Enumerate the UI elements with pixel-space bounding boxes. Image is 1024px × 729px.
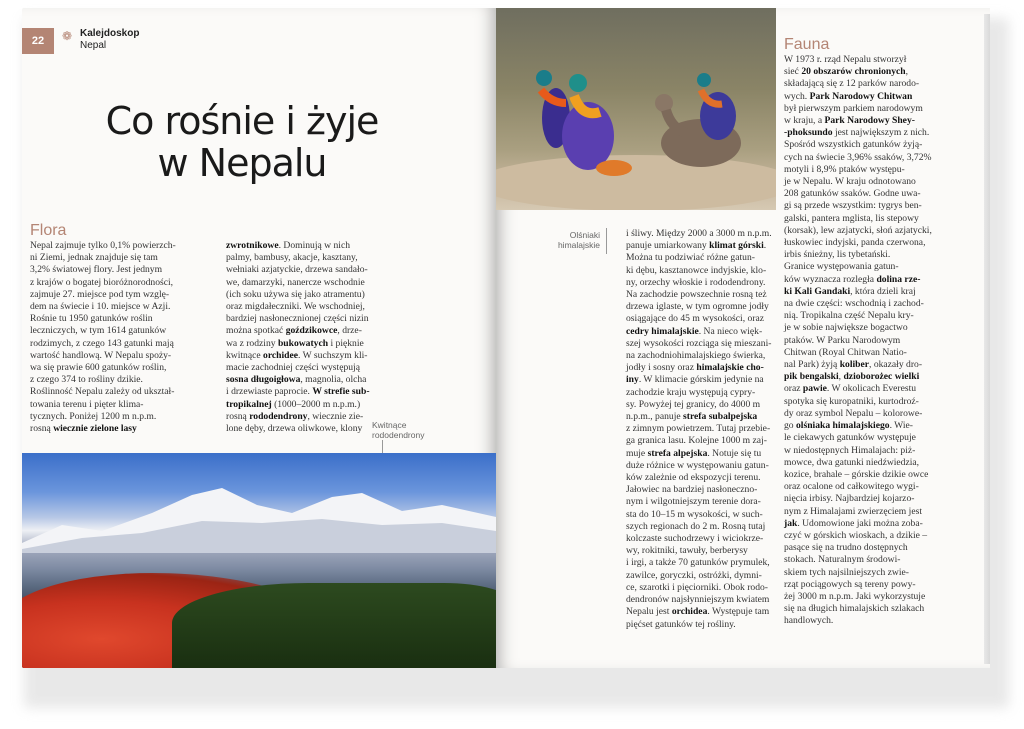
text-line: kwitnące orchidee. W suchszym kli- [226,349,368,361]
text-line: macie zachodniej części występują [226,362,360,374]
text-line: W 1973 r. rząd Nepalu stworzył [784,54,907,65]
text-line: (korsak), lew azjatycki, słoń azjatycki, [784,224,932,236]
text-line: w kraju, a Park Narodowy Shey- [784,115,915,127]
page-edge [984,14,990,664]
text-line: jak. Udomowione jaki można zoba- [784,517,923,529]
text-line: 3,2% światowej flory. Jest jednym [30,264,163,276]
text-line: i śliwy. Między 2000 a 3000 m n.p.m. [626,228,772,239]
text-line: wych. Park Narodowy Chitwan [784,90,913,102]
running-header [80,28,139,52]
text-line: pięćset gatunków tej rośliny. [626,618,736,630]
text-line: Na zachodzie powszechnie rosną też [626,289,767,301]
text-line: go olśniaka himalajskiego. Wie- [784,420,913,432]
text-line: towania terenu i pięter klima- [30,398,144,410]
flora-column-1 [30,240,220,435]
text-line: zajmuje 27. miejsce pod tym wzglę- [30,288,170,300]
text-line: ga granica lasu. Kolejne 1000 m zaj- [626,435,767,447]
text-line: ny, orzechy włoskie i rododendrony. [626,276,766,288]
text-line: gi są przede wszystkim: tygrys ben- [784,200,922,212]
text-line: z krajów o bogatej bioróżnorodności, [30,276,174,288]
text-line: wełniaki azjatyckie, drzewa sandało- [226,264,368,276]
text-line: oraz migdałeczniki. We wschodniej, [226,301,365,313]
text-line: oraz pawie. W okolicach Everestu [784,383,917,395]
text-line: był pierwszym parkiem narodowym [784,102,923,114]
text-line: zwrotnikowe. Dominują w nich [226,240,351,251]
page-title: Co rośnie i żyje w Nepalu [105,99,379,185]
text-line: galski, pantera mglista, lis stepowy [784,212,919,224]
flower-icon: ❁ [62,29,73,43]
text-line: irbis śnieżny, lis tybetański. [784,249,891,261]
text-line: wa z rodziny bukowatych i pięknie [226,337,364,349]
flora-column-2 [226,240,391,435]
text-line: leczniczych, w tym 1614 gatunków [30,325,167,337]
text-line: bardziej nasłonecznionej części nizin [226,313,369,325]
text-line: żej 3000 m n.p.m. Jaki wykorzystuje [784,590,926,602]
photo-rhododendron-mountains [22,453,496,668]
text-line: ki Kali Gandaki, która dzieli kraj [784,285,916,297]
text-line: Spośród wszystkich gatunków żyją- [784,139,923,151]
text-line: i irgi, a także 70 gatunków prymulek, [626,557,770,569]
text-line: motyli i 8,9% ptaków występu- [784,163,905,175]
text-line: nym z Himalajami zwierzęciem jest [784,505,922,517]
text-line: rosną wiecznie zielone lasy [30,423,137,435]
text-line: drzewa iglaste, w tym ogromne jodły [626,301,769,313]
text-line: ce, szarotki i pięciorniki. Obok rodo- [626,581,768,593]
text-line: oraz ocalone od całkowitego wygi- [784,481,919,493]
text-line: Można tu podziwiać różne gatun- [626,252,755,264]
text-line: nią. Tropikalna część Nepalu kry- [784,310,914,322]
text-line: ków wyznacza rozległa dolina rze- [784,273,921,285]
text-line: dem na świecie i 10. miejsce w Azji. [30,301,171,313]
caption-birds: Olśniaki himalajskie [557,230,600,250]
text-line: kolczaste suchodrzewy i wiciokrze- [626,533,764,545]
text-line: Chitwan (Royal Chitwan Natio- [784,346,907,358]
text-line: ni Ziemi, jednak znajduje się tam [30,252,158,264]
text-line: nięcia irbisy. Najbardziej kojarzo- [784,493,915,505]
text-line: tycznych. Poniżej 1200 m n.p.m. [30,410,157,422]
text-line: Roślinność Nepalu zależy od ukształ- [30,386,175,398]
text-line: je w Nepalu. W kraju odnotowano [784,176,916,188]
text-line: -phoksundo jest największym z nich. [784,127,930,139]
caption-rhododendrons: Kwitnące rododendrony [372,420,425,440]
text-line: dendronów najsłynniejszym kwiatem [626,594,770,606]
text-line: zawilce, goryczki, ostróżki, dymni- [626,569,762,581]
text-line: Nepalu jest orchidea. Występuje tam [626,606,770,618]
text-line: ki dębu, kasztanowce indyjskie, klo- [626,264,767,276]
caption-line [382,440,383,453]
left-page [22,8,496,668]
text-line: dy oraz symbol Nepalu – kolorowe- [784,407,923,419]
text-line: tropikalnej (1000–2000 m n.p.m.) [226,398,361,410]
text-line: (ich soku używa się jako atramentu) [226,288,365,300]
text-line: łuskowiec indyjski, panda czerwona, [784,237,926,249]
text-line: n.p.m., panuje strefa subalpejska [626,411,758,423]
text-line: w niedostępnych Himalajach: piż- [784,444,916,456]
text-line: na zachodniohimalajskiego świerka, [626,350,766,362]
text-line: spotyka się kuropatniki, kurtodroź- [784,395,919,407]
text-line: wa się prawie 600 gatunków roślin, [30,362,167,374]
text-line: sta do 10–15 m wysokości, w such- [626,508,763,520]
country-name: Nepal [80,40,107,51]
fauna-heading: Fauna [784,36,830,53]
text-line: mowce, dwa gatunki niedźwiedzia, [784,456,920,468]
text-line: lone dęby, drzewa oliwkowe, klony [226,423,363,435]
caption-line [606,228,607,254]
text-line: rząt pociągowych są tereny powy- [784,578,916,590]
text-line: jodły i sosny oraz himalajskie cho- [626,362,764,374]
flora-heading: Flora [30,222,67,239]
text-line: pasące się na trudno dostępnych [784,542,908,554]
text-line: handlowych. [784,615,834,627]
open-book [22,8,990,668]
text-line: Jałowiec na bardziej nasłoneczno- [626,484,758,496]
flora-column-3 [626,228,796,631]
text-line: na dwie części: wschodnią i zachod- [784,298,924,310]
text-line: wartość handlową. W Nepalu spoży- [30,349,172,361]
text-line: palmy, bambusy, akacje, kasztany, [226,252,358,264]
text-line: i drzewiaste paprocie. W strefie sub- [226,386,370,398]
text-line: czyć w górskich wioskach, a dzikie – [784,529,928,541]
text-line: wy, rokitniki, tawuły, berberysy [626,545,748,557]
text-line: ków zależnie od ekspozycji terenu. [626,472,761,484]
fauna-column [784,54,969,628]
text-line: kozice, brahale – górskie dzikie owce [784,468,929,480]
text-line: ptaków. W Parku Narodowym [784,334,901,346]
birds-illustration [496,8,776,210]
snow-peaks [22,483,496,553]
right-page [496,8,990,668]
text-line: sy. Powyżej tej granicy, do 4000 m [626,398,761,410]
text-line: osiągające do 45 m wysokości, oraz [626,313,765,325]
text-line: le ciekawych gatunków występuje [784,432,916,444]
text-line: się na długich himalajskich szlakach [784,603,925,615]
text-line: z czego 374 to rośliny dzikie. [30,374,143,386]
series-name: Kalejdoskop [80,28,140,39]
text-line: nal Park) żyją koliber, okazały dro- [784,359,923,371]
text-line: zachodzie kraju występują cypry- [626,386,756,398]
text-line: pik bengalski, dzioborożec wielki [784,371,920,383]
text-line: szej wysokości rozciąga się mieszani- [626,337,772,349]
text-line: panuje umiarkowany klimat górski. [626,240,767,252]
text-line: duże różnice w występowaniu gatun- [626,459,769,471]
photo-himalayan-monal [496,8,776,210]
text-line: rodzimych, z czego 143 gatunki mają [30,337,174,349]
text-line: składającą się z 12 parków narodo- [784,78,920,90]
text-line: muje strefa alpejska. Notuje się tu [626,447,762,459]
text-line: Rośnie tu 1950 gatunków roślin [30,313,153,325]
text-line: szych regionach do 2 m. Rosną tutaj [626,520,766,532]
text-line: z zimnym powietrzem. Tutaj przebie- [626,423,771,435]
text-line: Nepal zajmuje tylko 0,1% powierzch- [30,240,176,251]
text-line: skiem tych najsilniejszych zwie- [784,566,909,578]
text-line: Granice występowania gatun- [784,261,899,273]
text-line: 208 gatunków ssaków. Godne uwa- [784,188,921,200]
text-line: stokach. Naturalnym środowi- [784,554,901,566]
page-number: 22 [22,28,54,54]
text-line: cedry himalajskie. Na nieco więk- [626,325,763,337]
text-line: we, damarzyki, nanercze wschodnie [226,276,365,288]
forest-slope [172,583,496,668]
text-line: sieć 20 obszarów chronionych, [784,66,909,78]
text-line: rosną rododendrony, wiecznie zie- [226,410,364,422]
text-line: nym i wilgotniejszym terenie dora- [626,496,761,508]
text-line: iny. W klimacie górskim jedynie na [626,374,764,386]
text-line: je w sobie największe bogactwo [784,322,908,334]
text-line: można spotkać goździkowce, drze- [226,325,362,337]
text-line: cych na świecie 3,96% ssaków, 3,72% [784,151,932,163]
text-line: sosna długoigłowa, magnolia, olcha [226,374,367,386]
